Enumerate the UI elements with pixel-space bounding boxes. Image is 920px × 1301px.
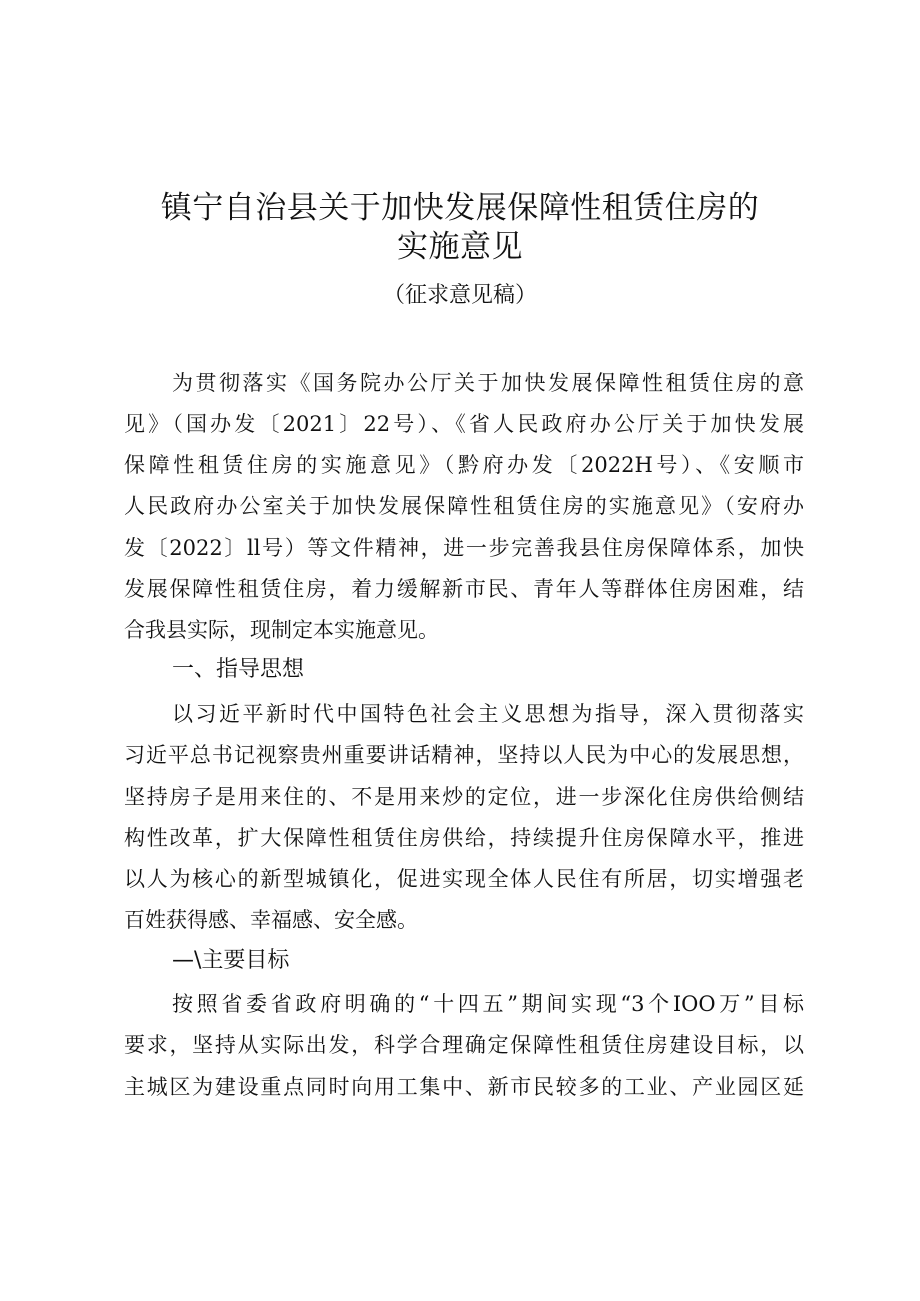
section1-line: 习近平总书记视察贵州重要讲话精神，坚持以人民为中心的发展思想， (124, 743, 804, 767)
section1-line: 百姓获得感、幸福感、安全感。 (124, 908, 418, 932)
section1-line: 坚持房子是用来住的、不是用来炒的定位，进一步深化住房供给侧结 (124, 785, 804, 809)
intro-line: 见》（国办发〔2021〕22号）、《省人民政府办公厅关于加快发展 (124, 412, 804, 436)
intro-line: 发展保障性租赁住房，着力缓解新市民、青年人等群体住房困难，结 (124, 577, 804, 601)
intro-line: 为贯彻落实《国务院办公厅关于加快发展保障性租赁住房的意 (172, 371, 804, 395)
document-title-line-2: 实施意见 (397, 229, 523, 265)
section2-line: 要求，坚持从实际出发，科学合理确定保障性租赁住房建设目标，以 (124, 1033, 804, 1057)
section1-line: 以习近平新时代中国特色社会主义思想为指导，深入贯彻落实 (172, 702, 804, 726)
intro-line: 人民政府办公室关于加快发展保障性租赁住房的实施意见》（安府办 (124, 494, 804, 518)
section2-line: 按照省委省政府明确的“十四五”期间实现“3个IOO万”目标 (172, 992, 804, 1016)
section-heading-main-goals: —\主要目标 (172, 948, 290, 973)
document-title-line-1: 镇宁自治县关于加快发展保障性租赁住房的 (160, 190, 760, 226)
section-heading-guiding-ideology: 一、指导思想 (172, 657, 305, 682)
section2-line: 主城区为建设重点同时向用工集中、新市民较多的工业、产业园区延 (124, 1075, 804, 1099)
intro-line: 发〔2022〕ll号）等文件精神，进一步完善我县住房保障体系，加快 (124, 536, 804, 560)
document-subtitle: （征求意见稿） (382, 283, 537, 308)
intro-line: 保障性租赁住房的实施意见》（黔府办发〔2022H号）、《安顺市 (124, 453, 804, 477)
intro-line: 合我县实际，现制定本实施意见。 (124, 618, 439, 642)
section1-line: 以人为核心的新型城镇化，促进实现全体人民住有所居，切实增强老 (124, 867, 804, 891)
section1-line: 构性改革，扩大保障性租赁住房供给，持续提升住房保障水平，推进 (124, 826, 804, 850)
